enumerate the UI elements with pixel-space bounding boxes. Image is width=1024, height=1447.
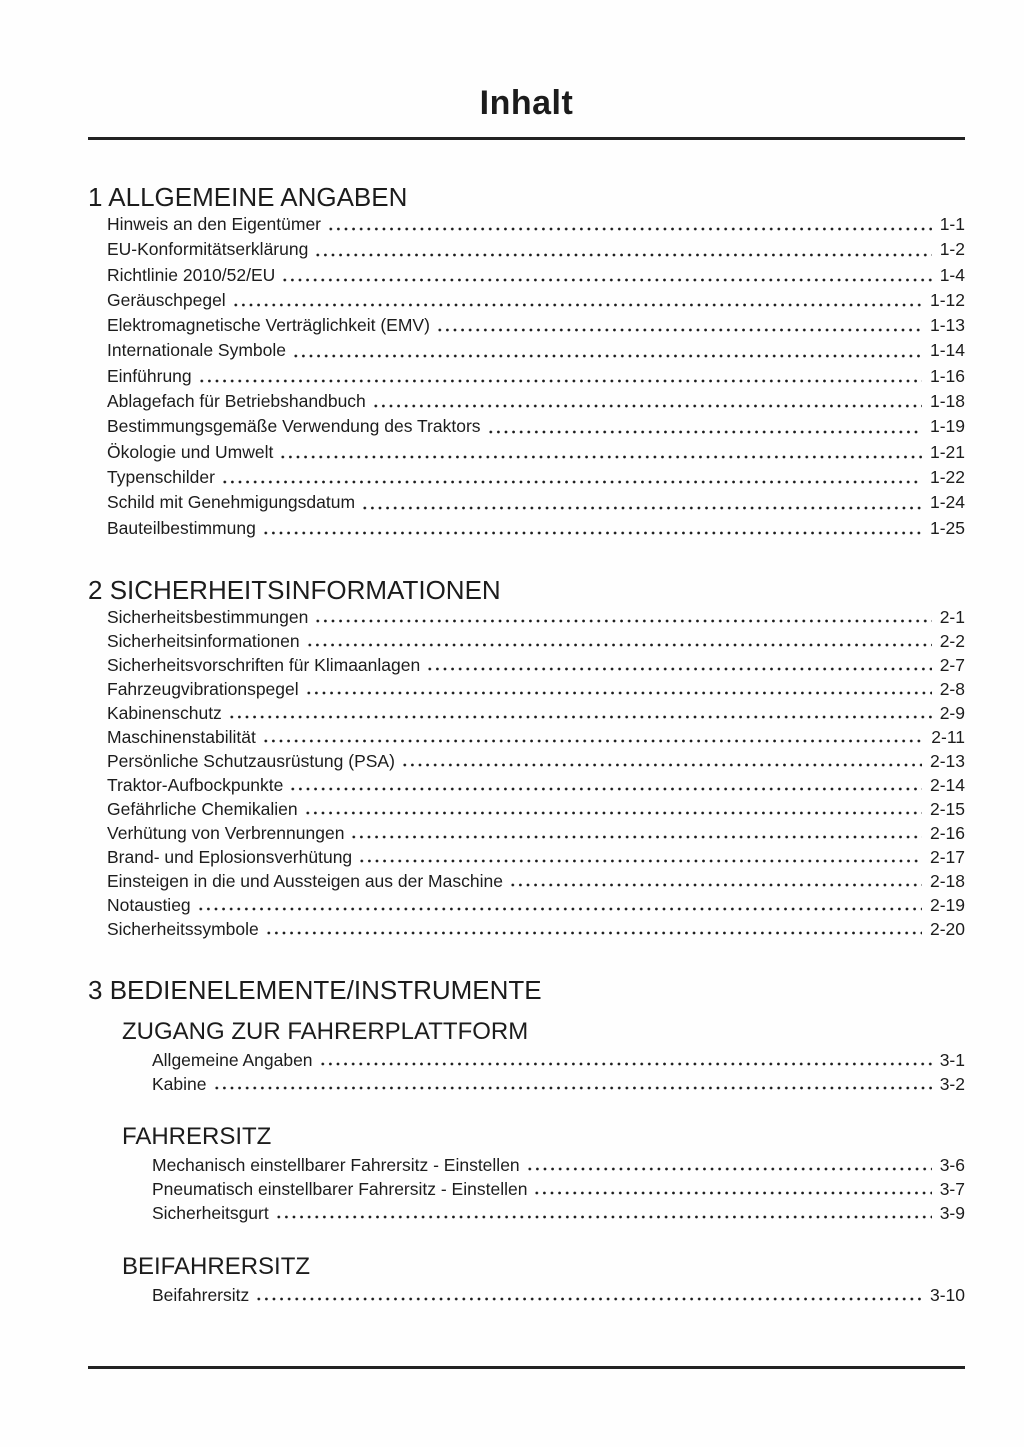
dot-leader	[213, 1072, 932, 1096]
dot-leader	[361, 490, 922, 515]
toc-entry-page: 3-7	[939, 1178, 965, 1199]
toc-entry-label: Persönliche Schutzausrüstung (PSA)	[107, 750, 395, 771]
toc-entry-page: 1-16	[929, 365, 965, 386]
toc-entry	[107, 212, 965, 237]
dot-leader	[262, 516, 922, 541]
toc-entry	[107, 629, 965, 653]
toc-entry	[107, 845, 965, 869]
dot-leader	[232, 288, 922, 313]
toc-entry-label: Hinweis an den Eigentümer	[107, 214, 322, 234]
dot-leader	[305, 677, 932, 701]
toc-entry	[152, 1153, 965, 1177]
dot-leader	[221, 465, 922, 490]
toc-entry-label: Kabine	[152, 1073, 207, 1094]
toc-entry	[152, 1283, 965, 1307]
subsection-beifahrersitz	[88, 1253, 965, 1307]
subsection-entries	[88, 1048, 965, 1096]
dot-leader	[265, 917, 922, 941]
toc-entry	[152, 1072, 965, 1096]
footer-rule	[88, 1366, 965, 1369]
dot-leader	[401, 749, 922, 773]
toc-entry-page: 1-1	[939, 214, 965, 234]
chapter-heading	[88, 975, 965, 1005]
toc-entry-label: Mechanisch einstellbarer Fahrersitz - Einstellen	[152, 1154, 520, 1175]
dot-leader	[255, 1283, 922, 1307]
toc-entry-label: Sicherheitsbestimmungen	[107, 606, 309, 627]
toc-entry-page: 1-12	[929, 289, 965, 310]
dot-leader	[228, 701, 932, 725]
toc-entry-page: 2-20	[929, 918, 965, 939]
dot-leader	[426, 653, 931, 677]
subsection-fahrersitz	[88, 1123, 965, 1225]
toc-entry-page: 2-19	[929, 894, 965, 915]
toc-entry-label: Gefährliche Chemikalien	[107, 798, 298, 819]
toc-entry-page: 2-11	[931, 726, 965, 747]
toc-entry	[107, 653, 965, 677]
dot-leader	[314, 237, 931, 262]
toc-entry	[107, 338, 965, 363]
toc-content	[88, 0, 965, 1307]
toc-entry	[107, 869, 965, 893]
dot-leader	[509, 869, 922, 893]
dot-leader	[487, 414, 922, 439]
toc-entry	[107, 605, 965, 629]
toc-entry-page: 2-2	[939, 630, 965, 651]
toc-entry-label: Schild mit Genehmigungsdatum	[107, 492, 356, 513]
toc-entry-label: Notaustieg	[107, 894, 191, 915]
toc-entry	[107, 749, 965, 773]
toc-entry-page: 2-7	[939, 654, 965, 675]
toc-entry-page: 3-9	[939, 1202, 965, 1223]
chapter-heading	[88, 182, 965, 212]
chapter-entries	[88, 605, 965, 941]
toc-entry-page: 2-1	[939, 606, 965, 627]
toc-entry-label: Typenschilder	[107, 466, 215, 487]
dot-leader	[281, 263, 931, 288]
chapter-number: 1	[88, 182, 103, 212]
toc-entry-label: Verhütung von Verbrennungen	[107, 822, 345, 843]
dot-leader	[533, 1177, 931, 1201]
toc-entry-page: 1-4	[939, 264, 965, 285]
toc-entry-page: 3-10	[929, 1284, 965, 1305]
toc-entry-label: Einführung	[107, 365, 192, 386]
chapter-section-3	[88, 975, 965, 1307]
toc-entry	[107, 677, 965, 701]
toc-entry-label: Einsteigen in die und Aussteigen aus der Maschine	[107, 870, 503, 891]
header-rule	[88, 137, 965, 140]
toc-entry-page: 2-15	[929, 798, 965, 819]
toc-entry-label: EU-Konformitätserklärung	[107, 239, 309, 260]
toc-entry-label: Bestimmungsgemäße Verwendung des Traktors	[107, 416, 481, 437]
toc-entry-label: Elektromagnetische Verträglichkeit (EMV)	[107, 315, 430, 336]
toc-entry-label: Internationale Symbole	[107, 340, 286, 361]
dot-leader	[436, 313, 922, 338]
toc-entry	[107, 389, 965, 414]
toc-entry-label: Sicherheitsvorschriften für Klimaanlagen	[107, 654, 421, 675]
toc-entry	[107, 797, 965, 821]
dot-leader	[198, 364, 922, 389]
toc-entry	[107, 465, 965, 490]
dot-leader	[526, 1153, 932, 1177]
toc-entry-page: 2-16	[929, 822, 965, 843]
toc-entry-label: Richtlinie 2010/52/EU	[107, 264, 276, 285]
subsection-entries	[88, 1283, 965, 1307]
page-title: Inhalt	[479, 84, 574, 122]
toc-entry-page: 2-18	[929, 870, 965, 891]
chapter-number: 2	[88, 574, 103, 605]
toc-entry	[152, 1201, 965, 1225]
toc-entry	[107, 821, 965, 845]
toc-entry-label: Traktor-Aufbockpunkte	[107, 774, 284, 795]
toc-entry-label: Kabinenschutz	[107, 702, 222, 723]
toc-entry	[107, 288, 965, 313]
subsection-title: FAHRERSITZ	[122, 1122, 272, 1150]
toc-entry-page: 1-24	[929, 492, 965, 513]
toc-entry-label: Bauteilbestimmung	[107, 517, 256, 538]
toc-entry	[107, 917, 965, 941]
toc-entry-page: 1-14	[929, 340, 965, 361]
dot-leader	[289, 773, 922, 797]
chapter-section-1	[88, 182, 965, 541]
toc-entry-label: Sicherheitsinformationen	[107, 630, 300, 651]
toc-entry-page: 1-25	[929, 517, 965, 538]
toc-entry-page: 3-6	[939, 1154, 965, 1175]
dot-leader	[314, 605, 931, 629]
toc-entry-label: Sicherheitsgurt	[152, 1202, 269, 1223]
chapter-section-2	[88, 575, 965, 941]
chapter-title: SICHERHEITSINFORMATIONEN	[109, 574, 501, 605]
toc-entry	[107, 701, 965, 725]
toc-entry-page: 3-1	[939, 1049, 965, 1070]
toc-entry-label: Fahrzeugvibrationspegel	[107, 678, 299, 699]
dot-leader	[306, 629, 932, 653]
toc-entry-page: 1-21	[929, 441, 965, 462]
toc-entry-page: 1-18	[929, 391, 965, 412]
toc-entry-label: Allgemeine Angaben	[152, 1049, 313, 1070]
toc-entry-label: Maschinenstabilität	[107, 726, 256, 747]
toc-entry-label: Sicherheitssymbole	[107, 918, 259, 939]
toc-entry-label: Brand- und Eplosionsverhütung	[107, 846, 353, 867]
toc-entry	[107, 725, 965, 749]
toc-entry	[107, 237, 965, 262]
toc-entry	[107, 773, 965, 797]
toc-entry	[107, 893, 965, 917]
toc-entry-label: Geräuschpegel	[107, 289, 226, 310]
toc-entry-page: 2-13	[929, 750, 965, 771]
dot-leader	[319, 1048, 932, 1072]
toc-entry	[152, 1177, 965, 1201]
dot-leader	[262, 725, 923, 749]
toc-entry	[107, 313, 965, 338]
subsection-entries	[88, 1153, 965, 1225]
subsection-title: BEIFAHRERSITZ	[122, 1252, 311, 1280]
chapter-heading	[88, 575, 965, 605]
toc-entry	[107, 490, 965, 515]
dot-leader	[197, 893, 922, 917]
dot-leader	[279, 440, 922, 465]
toc-entry-page: 3-2	[939, 1073, 965, 1094]
toc-entry-page: 2-14	[929, 774, 965, 795]
toc-entry-label: Ablagefach für Betriebshandbuch	[107, 391, 366, 412]
dot-leader	[304, 797, 922, 821]
toc-entry	[107, 364, 965, 389]
dot-leader	[327, 212, 932, 237]
toc-entry	[107, 440, 965, 465]
toc-entry-label: Beifahrersitz	[152, 1284, 250, 1305]
toc-entry-page: 2-17	[929, 846, 965, 867]
dot-leader	[372, 389, 922, 414]
toc-entry-page: 2-8	[939, 678, 965, 699]
dot-leader	[350, 821, 922, 845]
toc-entry	[152, 1048, 965, 1072]
toc-entry-page: 1-22	[929, 466, 965, 487]
chapter-entries	[88, 212, 965, 541]
chapter-title: ALLGEMEINE ANGABEN	[108, 182, 408, 212]
toc-entry	[107, 263, 965, 288]
subsection-title: ZUGANG ZUR FAHRERPLATTFORM	[122, 1017, 529, 1045]
toc-entry-page: 1-2	[939, 239, 965, 260]
toc-entry-page: 1-13	[929, 315, 965, 336]
toc-entry	[107, 414, 965, 439]
toc-entry	[107, 516, 965, 541]
chapter-number: 3	[88, 974, 103, 1005]
dot-leader	[275, 1201, 932, 1225]
toc-entry-page: 2-9	[939, 702, 965, 723]
subsection-zugang	[88, 1018, 965, 1096]
toc-entry-label: Pneumatisch einstellbarer Fahrersitz - Einstellen	[152, 1178, 528, 1199]
toc-entry-page: 1-19	[929, 416, 965, 437]
toc-entry-label: Ökologie und Umwelt	[107, 441, 274, 462]
dot-leader	[358, 845, 922, 869]
dot-leader	[292, 338, 922, 363]
chapter-title: BEDIENELEMENTE/INSTRUMENTE	[109, 974, 542, 1005]
